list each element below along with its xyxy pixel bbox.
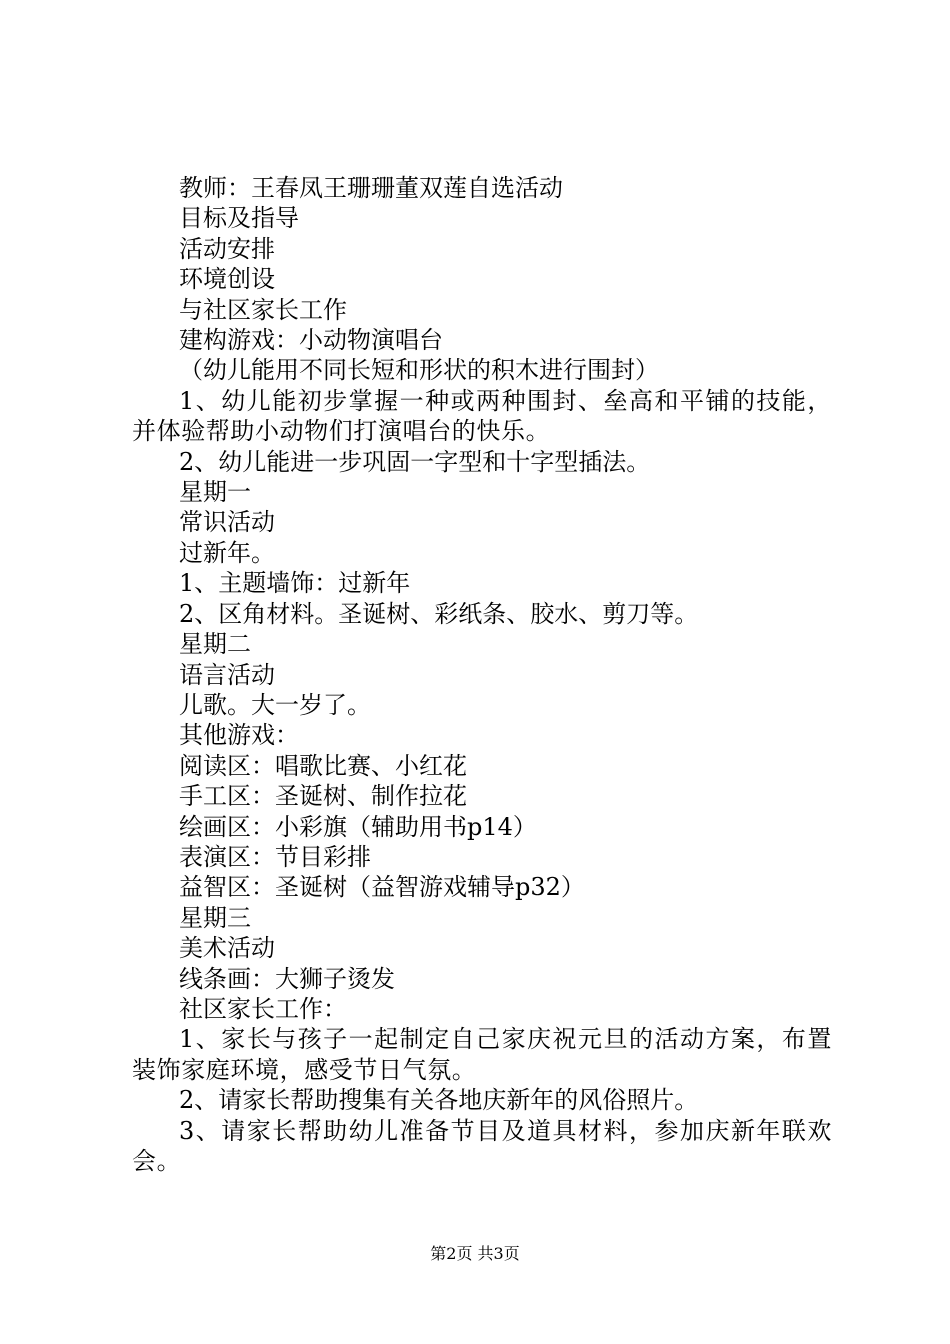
construction-game-line: 建构游戏：小动物演唱台 xyxy=(179,326,443,355)
heading-goals: 目标及指导 xyxy=(179,204,299,233)
goal-paragraph-1: 1、幼儿能初步掌握一种或两种围封、垒高和平铺的技能，并体验帮助小动物们打演唱台的快乐。 xyxy=(132,386,832,446)
drawing-area-line: 绘画区：小彩旗（辅助用书p14） xyxy=(179,812,537,841)
reading-area-line: 阅读区：唱歌比赛、小红花 xyxy=(179,751,467,780)
monday-label: 星期一 xyxy=(179,478,251,507)
page-footer: 第2页 共3页 xyxy=(430,1244,520,1263)
corner-materials-line: 2、区角材料。圣诞树、彩纸条、胶水、剪刀等。 xyxy=(179,599,699,628)
tuesday-label: 星期二 xyxy=(179,630,251,659)
tuesday-activity: 语言活动 xyxy=(179,660,275,689)
monday-content: 过新年。 xyxy=(179,538,275,567)
wednesday-label: 星期三 xyxy=(179,903,251,932)
craft-area-line: 手工区：圣诞树、制作拉花 xyxy=(179,782,467,811)
other-games-label: 其他游戏： xyxy=(179,721,299,750)
community-line-2: 2、请家长帮助搜集有关各地庆新年的风俗照片。 xyxy=(179,1086,699,1115)
community-paragraph-3: 3、请家长帮助幼儿准备节目及道具材料，参加庆新年联欢会。 xyxy=(132,1116,832,1175)
monday-activity: 常识活动 xyxy=(179,508,275,537)
construction-note-line: （幼儿能用不同长短和形状的积木进行围封） xyxy=(179,356,659,385)
heading-environment: 环境创设 xyxy=(179,265,275,294)
wednesday-content: 线条画：大狮子烫发 xyxy=(179,964,395,993)
tuesday-content: 儿歌。大一岁了。 xyxy=(179,690,371,719)
heading-community: 与社区家长工作 xyxy=(179,295,347,324)
teacher-line: 教师：王春凤王珊珊董双莲自选活动 xyxy=(179,174,563,202)
document-body xyxy=(132,173,832,1176)
wednesday-activity: 美术活动 xyxy=(179,934,275,963)
performance-area-line: 表演区：节目彩排 xyxy=(179,842,371,871)
community-paragraph-1: 1、家长与孩子一起制定自己家庆祝元旦的活动方案，布置装饰家庭环境，感受节日气氛。 xyxy=(132,1025,832,1084)
community-work-label: 社区家长工作： xyxy=(179,994,347,1023)
heading-arrangement: 活动安排 xyxy=(179,234,275,263)
theme-wall-line: 1、主题墙饰：过新年 xyxy=(179,569,411,598)
goal-line-2: 2、幼儿能进一步巩固一字型和十字型插法。 xyxy=(179,447,651,476)
puzzle-area-line: 益智区：圣诞树（益智游戏辅导p32） xyxy=(179,873,585,902)
